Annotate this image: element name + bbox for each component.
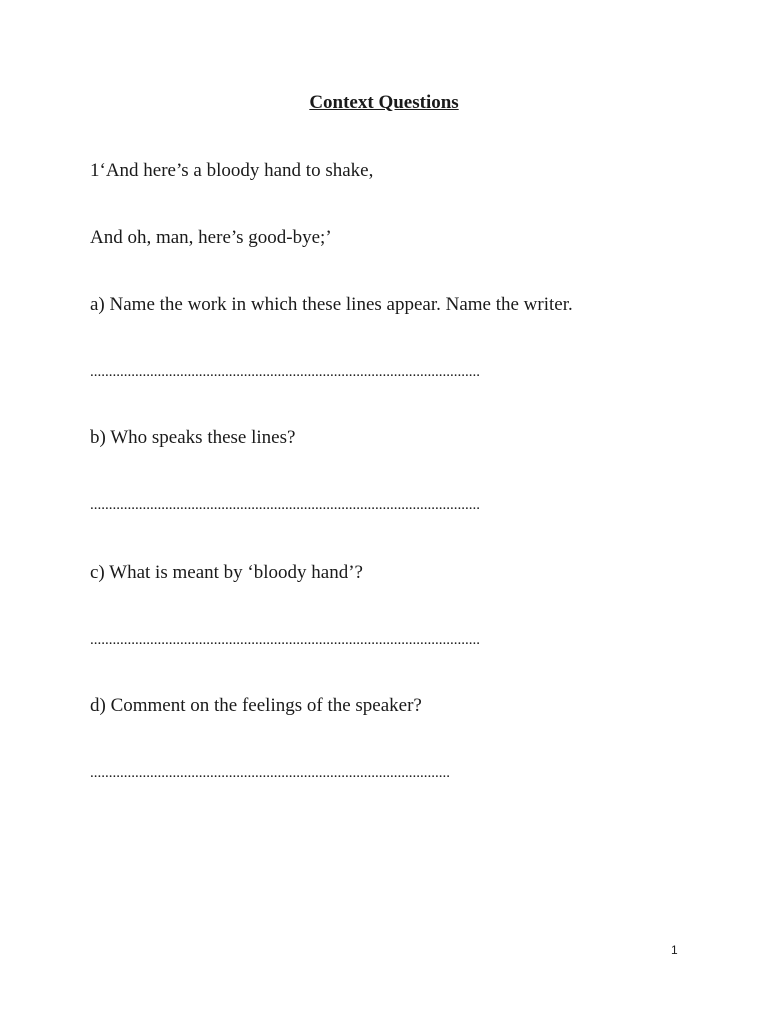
answer-line-c: ........................................................................................................: [90, 632, 480, 648]
question-c: c) What is meant by ‘bloody hand’?: [90, 562, 363, 583]
answer-line-d: ................................................................................................: [90, 765, 450, 781]
answer-line-a: ........................................................................................................: [90, 364, 480, 380]
quote-line-1: 1‘And here’s a bloody hand to shake,: [90, 160, 374, 181]
question-b: b) Who speaks these lines?: [90, 427, 296, 448]
page-number: 1: [671, 943, 678, 957]
answer-line-b: ........................................................................................................: [90, 497, 480, 513]
page-title: Context Questions: [309, 92, 459, 113]
question-d: d) Comment on the feelings of the speaker?: [90, 695, 422, 716]
question-a: a) Name the work in which these lines appear. Name the writer.: [90, 294, 573, 315]
quote-line-2: And oh, man, here’s good-bye;’: [90, 227, 332, 248]
